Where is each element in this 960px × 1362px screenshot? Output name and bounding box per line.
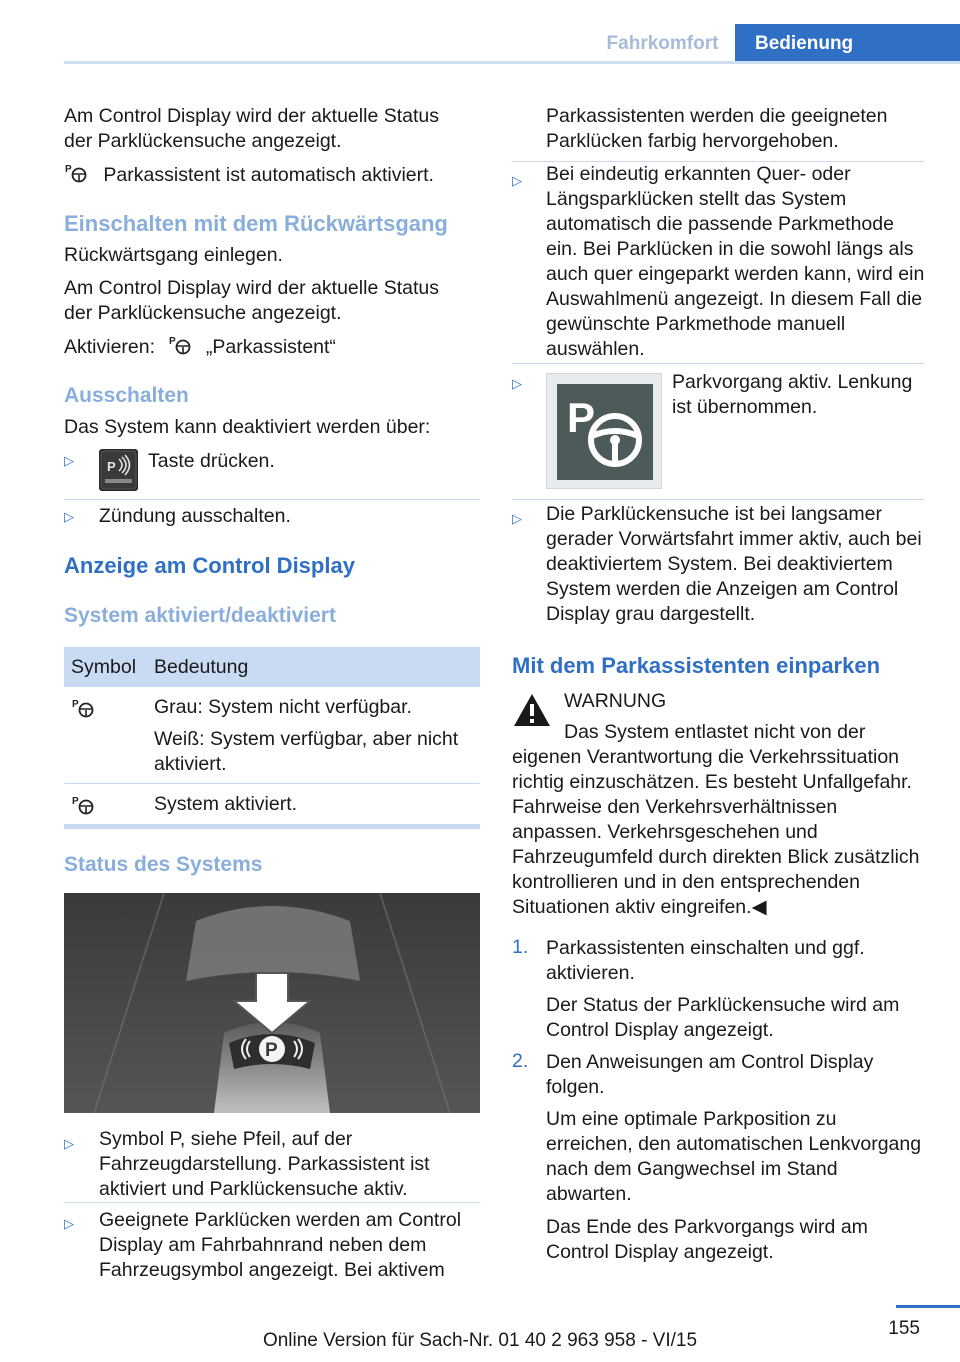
heading-einparken: Mit dem Parkassistenten einparken [512,653,881,678]
bullet-taste: Taste drücken. [148,450,275,472]
svg-text:P: P [72,699,79,710]
bullet-icon: ▷ [64,1216,74,1231]
divider [64,499,480,500]
header-rule [64,61,960,64]
paragraph-gang: Rückwärtsgang einlegen. [64,244,283,266]
parking-active-icon [546,373,662,489]
svg-text:P: P [567,394,596,441]
step-2-sub-1: Um eine optimale Parkposition zu erreichen, den automatischen Lenkvorgang nach dem Gangwechsel im Stand abwarten. [546,1108,922,1205]
table-cell-weiss: Weiß: System verfügbar, aber nicht aktiviert. [154,728,459,775]
divider [512,499,924,500]
table-bottom-rule [64,824,480,829]
heading-anzeige: Anzeige am Control Display [64,553,355,578]
park-assist-active-icon [71,794,97,816]
control-display-image [64,893,480,1113]
table-col-bedeutung: Bedeutung [154,656,249,678]
warning-title: WARNUNG [564,690,667,712]
table-cell-grau: Grau: System nicht verfügbar. [154,696,412,718]
table-cell-aktiviert: System aktiviert. [154,793,298,815]
paragraph-hervorgehoben: Parkassistenten werden die geeigneten Parklücken farbig hervorgehoben. [546,105,888,152]
paragraph-auto-active [64,162,480,188]
divider [512,363,924,364]
bullet-icon: ▷ [64,1136,74,1151]
step-1-sub: Der Status der Parklückensuche wird am Control Display angezeigt. [546,994,900,1041]
bullet-parkmethode: Bei eindeutig erkannten Quer- oder Längsparklücken stellt das System automatisch die passende Parkmethode ein. Bei Parklücken in die sowohl längs als auch quer eingeparkt werden kann, wird ein Auswahlmenü angezeigt. In diesem Fall die gewünschte Parkmethode manuell auswählen. [546,163,925,360]
svg-text:P: P [72,796,79,807]
page-number: 155 [888,1318,920,1339]
heading-status: Status des Systems [64,853,263,876]
bullet-icon: ▷ [512,173,522,188]
tab-fahrkomfort: Fahrkomfort [606,33,719,54]
paragraph-deaktivieren: Das System kann deaktiviert werden über: [64,416,431,438]
step-2: Den Anweisungen am Control Display folgen. [546,1051,874,1098]
heading-rueckwaertsgang: Einschalten mit dem Rückwärtsgang [64,211,448,236]
aktivieren-menu-item: „Parkassistent“ [205,336,336,358]
bullet-parkvorgang: Parkvorgang aktiv. Lenkung ist übernommen. [672,371,913,418]
park-assist-icon [64,162,90,184]
paragraph-status-2: Am Control Display wird der aktuelle Status der Parklückensuche angezeigt. [64,277,439,324]
park-assist-icon [71,697,97,719]
park-assist-icon [168,334,194,356]
divider [64,1202,480,1203]
bullet-zuendung: Zündung ausschalten. [99,505,291,527]
svg-text:P: P [107,459,116,474]
bullet-icon: ▷ [512,511,522,526]
paragraph-status: Am Control Display wird der aktuelle Status der Parklückensuche angezeigt. [64,105,439,152]
aktivieren-label: Aktivieren: [64,336,156,358]
heading-system: System aktiviert/deaktiviert [64,604,336,627]
table-col-symbol: Symbol [71,656,137,678]
table-row-divider [64,783,480,784]
paragraph-auto-active-text: Parkassistent ist automatisch aktiviert. [103,164,434,186]
tab-bedienung: Bedienung [735,24,960,63]
svg-text:P: P [65,164,72,175]
step-number: 2. [512,1050,529,1072]
park-button-icon [99,449,138,491]
step-number: 1. [512,936,529,958]
bullet-parkluecksuche: Die Parklückensuche ist bei langsamer gerader Vorwärtsfahrt immer aktiv, auch bei deaktiviertem System. Bei deaktiviertem System werden die Anzeigen am Control Display grau dargestellt. [546,503,922,625]
bullet-icon: ▷ [64,509,74,524]
svg-text:P: P [169,336,177,347]
step-2-sub-2: Das Ende des Parkvorgangs wird am Control Display angezeigt. [546,1216,868,1263]
footer-text: Online Version für Sach-Nr. 01 40 2 963 958 - VI/15 [262,1330,698,1351]
bullet-parkluecken: Geeignete Parklücken werden am Control Display am Fahrbahnrand neben dem Fahrzeugsymbol angezeigt. Bei aktivem [99,1209,462,1281]
bullet-icon: ▷ [512,376,522,391]
svg-text:P: P [265,1040,278,1061]
paragraph-aktivieren [64,334,480,360]
footer-rule [896,1305,960,1308]
heading-ausschalten: Ausschalten [64,384,189,407]
warning-text: Das System entlastet nicht von der eigenen Verantwortung die Verkehrssituation richtig einzuschätzen. Es besteht Unfallgefahr. Fahrweise den Verkehrsverhältnissen anpassen. Verkehrsgeschehen und Fahrzeugumfeld durch direkten Blick zusätzlich kontrollieren und in den entsprechenden Situationen aktiv eingreifen.◀ [512,721,920,918]
bullet-icon: ▷ [64,453,74,468]
bullet-symbol-p: Symbol P, siehe Pfeil, auf der Fahrzeugdarstellung. Parkassistent ist aktiviert und Parklückensuche aktiv. [99,1128,430,1200]
step-1: Parkassistenten einschalten und ggf. aktivieren. [546,937,865,984]
